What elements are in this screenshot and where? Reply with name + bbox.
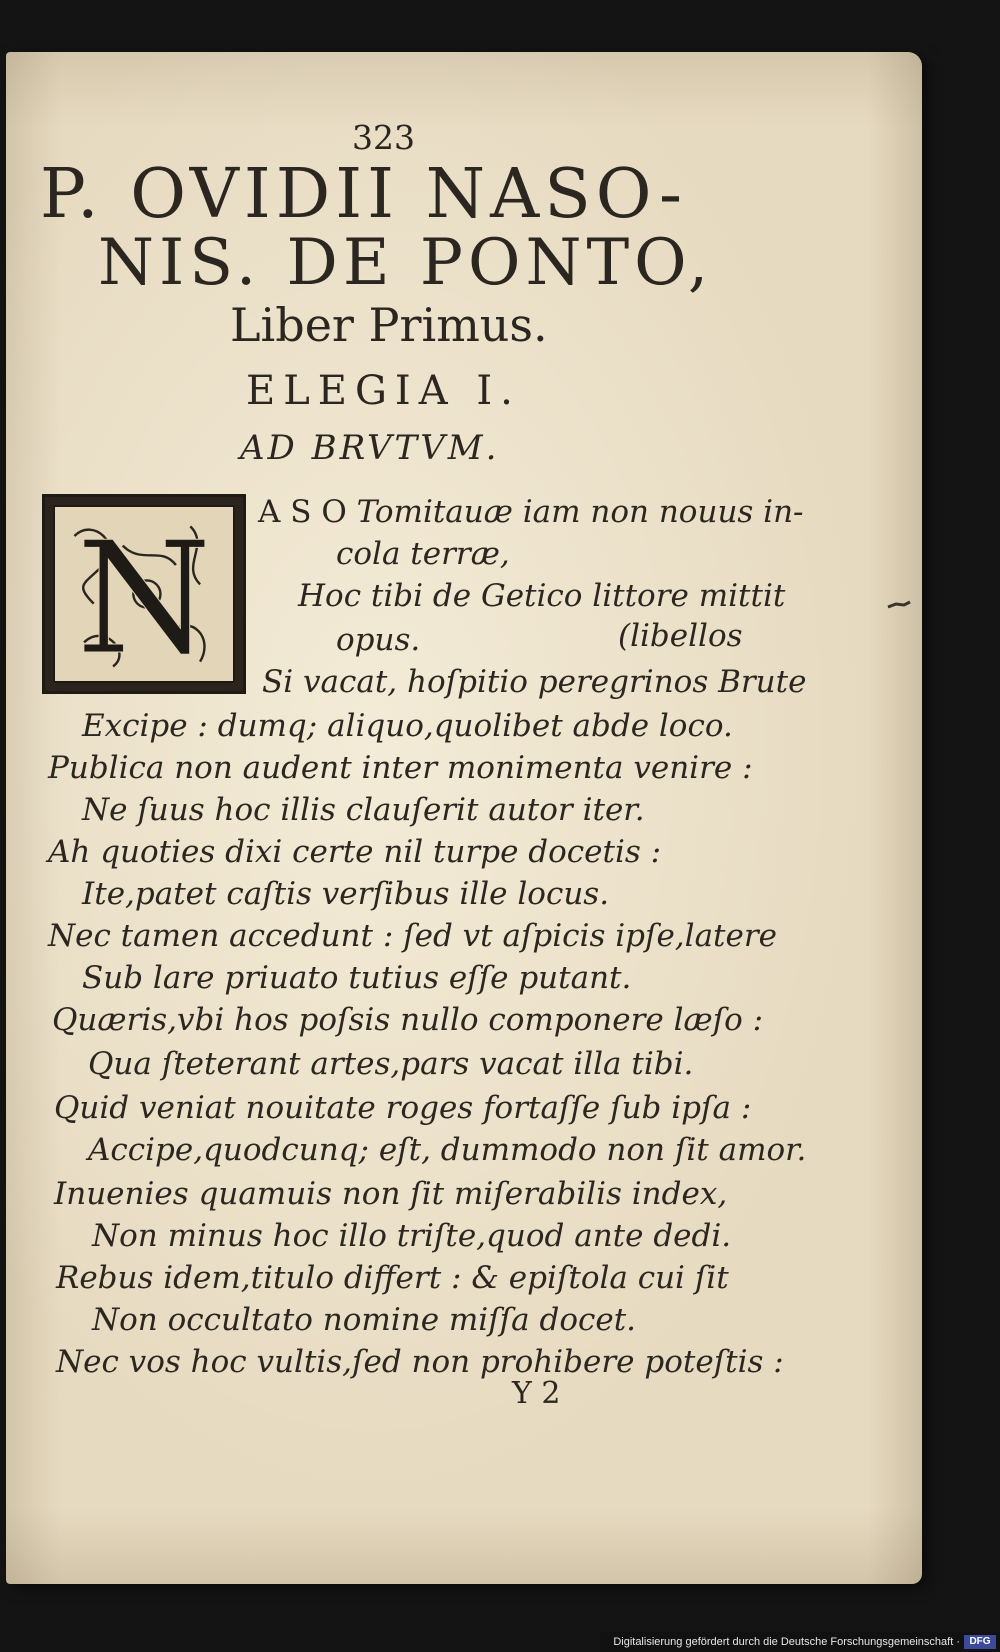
elegia-heading: ELEGIA I.: [246, 368, 521, 414]
verse-line: cola terræ,: [336, 536, 510, 572]
footer-credit: Digitalisierung gefördert durch die Deutsche Forschungsgemeinschaft ·: [613, 1636, 960, 1648]
verse-line: Non minus hoc illo triſte,quod ante dedi.: [92, 1218, 732, 1254]
verse-line: Rebus idem,titulo differt : & epiſtola cui ſit: [56, 1260, 729, 1296]
verse-line: Publica non audent inter monimenta venire :: [48, 750, 753, 786]
decorated-initial: [42, 494, 246, 694]
verse-line: Ite,patet caſtis verſibus ille locus.: [82, 876, 610, 912]
signature-mark: Y 2: [512, 1376, 561, 1411]
verse-line: Accipe,quodcunq; eſt, dummodo non ſit amor.: [88, 1132, 807, 1168]
initial-ornament-icon: [55, 507, 233, 681]
verse-line: Excipe : dumq; aliquo,quolibet abde loco.: [82, 708, 733, 744]
verse-italic: Tomitauæ iam non nouus in-: [356, 494, 804, 530]
ink-blot-icon: [886, 600, 912, 610]
verse-line: Ah quoties dixi certe nil turpe docetis :: [48, 834, 662, 870]
verse-line: Ne ſuus hoc illis clauſerit autor iter.: [82, 792, 645, 828]
title-line-2: NIS. DE PONTO,: [98, 226, 714, 300]
verse-line: Quid veniat nouitate roges fortaſſe ſub ipſa :: [54, 1090, 752, 1126]
verse-line: Hoc tibi de Getico littore mittit: [298, 578, 786, 614]
svg-text:N: N: [76, 509, 212, 681]
dedication: AD BRVTVM.: [240, 428, 500, 468]
title-line-3: Liber Primus.: [230, 298, 548, 352]
verse-line: opus.: [336, 622, 421, 658]
page-number: 323: [352, 118, 415, 157]
verse-line: Non occultato nomine miſſa docet.: [92, 1302, 637, 1338]
dfg-logo-icon: DFG: [964, 1635, 996, 1649]
verse-line: [258, 494, 804, 530]
verse-line: Sub lare priuato tutius eſſe putant.: [82, 960, 632, 996]
verse-line: Inuenies quamuis non ſit miſerabilis index,: [54, 1176, 728, 1212]
verse-line: Nec vos hoc vultis,ſed non prohibere poteſtis :: [56, 1344, 784, 1380]
title-line-1: P. OVIDII NASO-: [40, 155, 687, 234]
verse-line-turnover: (libellos: [618, 618, 743, 654]
initial-frame: [53, 505, 235, 683]
verse-line: Quæris,vbi hos poſsis nullo componere læſo :: [52, 1002, 764, 1038]
verse-line: Qua ſteterant artes,pars vacat illa tibi.: [88, 1046, 694, 1082]
footer-bar: [600, 1632, 1000, 1652]
verse-caps: A S O: [258, 494, 357, 530]
verse-line: Nec tamen accedunt : ſed vt aſpicis ipſe,latere: [48, 918, 778, 954]
verse-line: Si vacat, hoſpitio peregrinos Brute: [262, 664, 807, 700]
